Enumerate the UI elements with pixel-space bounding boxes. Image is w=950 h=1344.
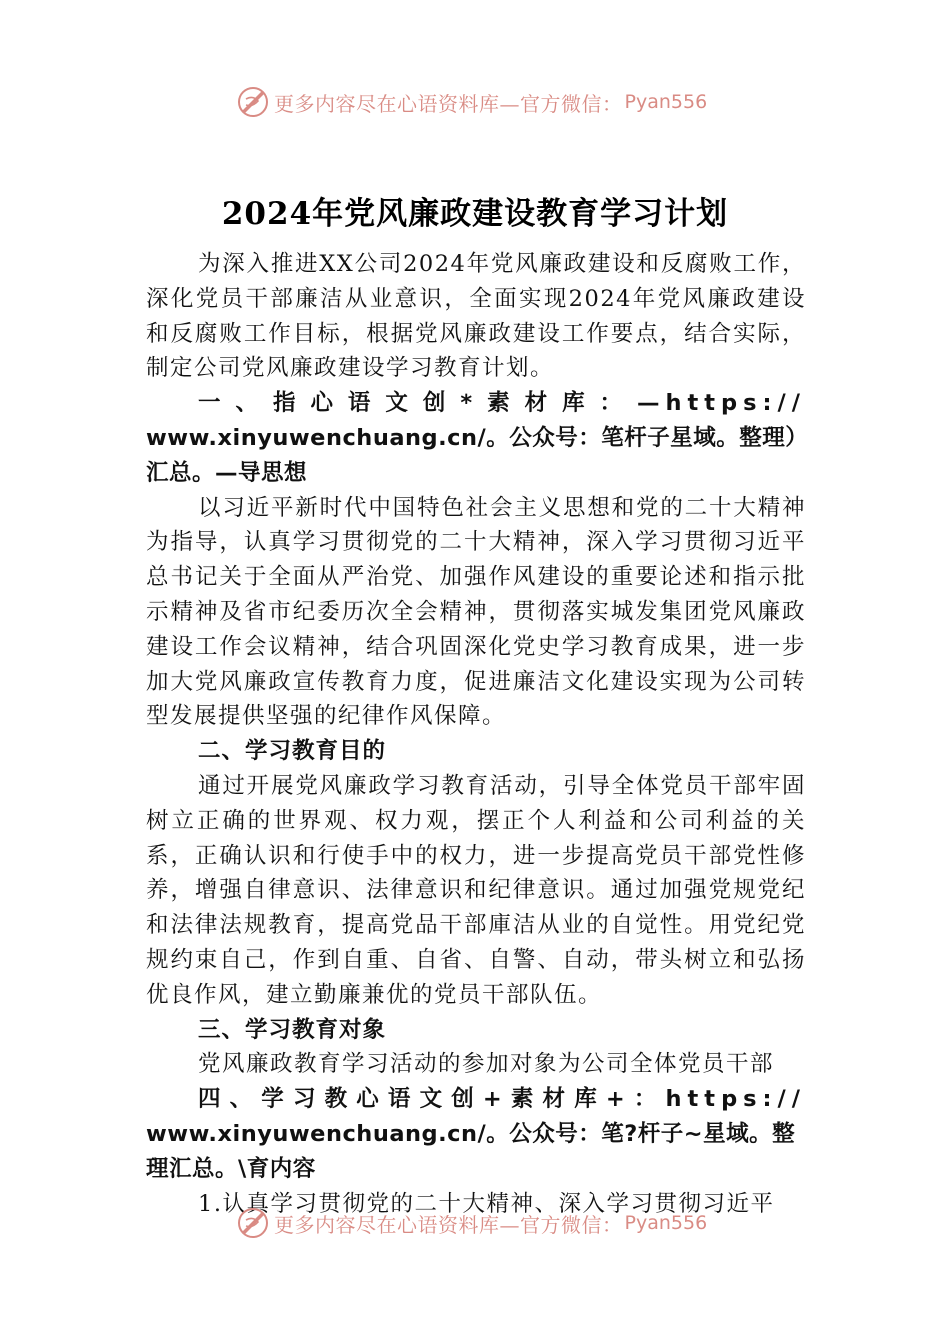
watermark-text: 更多内容尽在心语资料库—官方微信： [274,91,623,116]
section-4-heading-line2: www.xinyuwenchuang.cn/。公众号：笔?杆子~星域。整理汇总。\育内容 [146,1120,796,1182]
section-1-heading-line1: 一、指心语文创*素材库：—https:// [198,390,806,417]
watermark-wechat-id: Pyan556 [624,1212,708,1234]
section-4-item-1: 1.认真学习贯彻党的二十大精神、深入学习贯彻习近平 [198,1190,775,1217]
section-1-body: 以习近平新时代中国特色社会主义思想和党的二十大精神为指导，认真学习贯彻党的二十大精神，深入学习贯彻习近平总书记关于全面从严治党、加强作风建设的重要论述和指示批示精神及省市纪委历次全会精神，贯彻落实城发集团党风廉政建设工作会议精神，结合巩固深化党史学习教育成果，进一步加大党风廉政宣传教育力度，促进廉洁文化建设实现为公司转型发展提供坚强的纪律作风保障。 [146,494,806,730]
page-title: 2024年党风廉政建设教育学习计划 [221,196,729,232]
section-2-body: 通过开展党风廉政学习教育活动，引导全体党员干部牢固树立正确的世界观、权力观，摆正个人利益和公司利益的关系，正确认识和行使手中的权力，进一步提高党员干部党性修养，增强自律意识、法律意识和纪律意识。通过加强党规党纪和法律法规教育，提高党品干部庫洁从业的自觉性。用党纪党规约束自己，作到自重、自省、自警、自动，带头树立和弘扬优良作风，建立勤廉兼优的党员干部队伍。 [146,772,806,1008]
watermark-text: 更多内容尽在心语资料库—官方微信： [274,1212,623,1237]
section-4-heading-line1: 四、学习教心语文创+素材库+：https:// [198,1086,806,1113]
section-3-body: 党风廉政教育学习活动的参加对象为公司全体党员干部 [198,1051,775,1078]
section-1-heading-line2: www.xinyuwenchuang.cn/。公众号：笔杆子星域。整理）汇总。—导思想 [146,424,798,486]
section-2-heading: 二、学习教育目的 [198,738,387,765]
header-watermark [236,84,707,120]
pen-logo-icon [236,1206,270,1240]
section-4-heading [146,1082,806,1186]
footer-watermark [236,1205,707,1241]
document-body [146,247,806,1221]
section-3-heading: 三、学习教育对象 [198,1016,387,1043]
section-1-heading [146,386,806,490]
intro-paragraph: 为深入推进XX公司2024年党风廉政建设和反腐败工作，深化党员干部廉洁从业意识，全面实现2024年党风廉政建设和反腐败工作目标，根据党风廉政建设工作要点，结合实际，制定公司党风廉政建设学习教育计划。 [146,251,806,382]
watermark-wechat-id: Pyan556 [624,91,708,113]
pen-logo-icon [236,85,270,119]
